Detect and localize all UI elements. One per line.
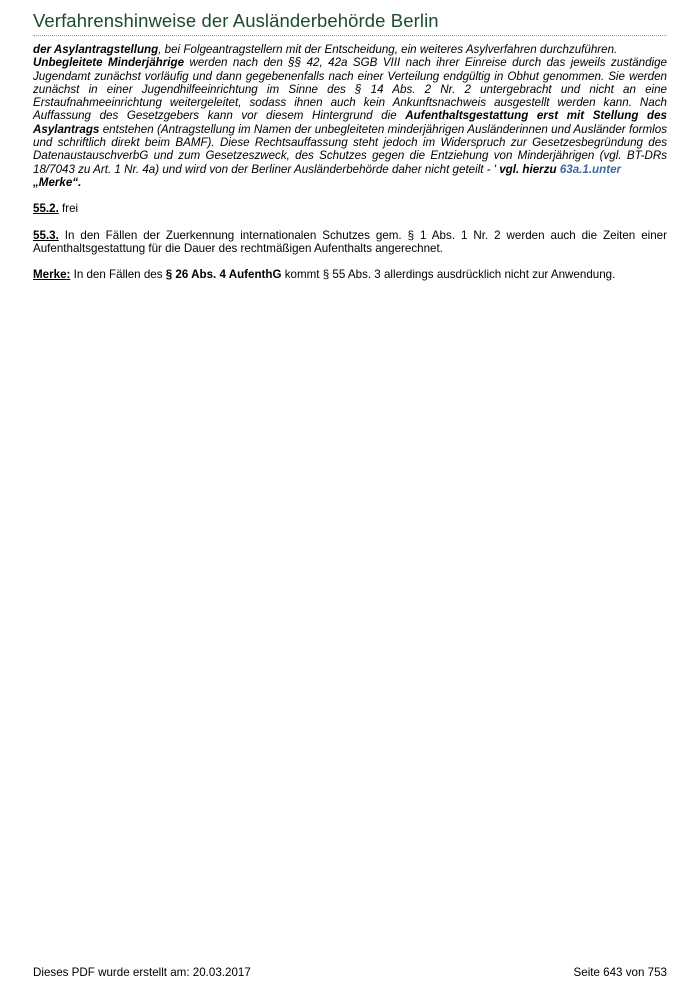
page-footer: [33, 966, 667, 979]
merke-text: kommt § 55 Abs. 3 allerdings ausdrücklich nicht zur Anwendung.: [281, 268, 616, 282]
paragraph-text: , bei Folgeantragstellern mit der Entscheidung, ein weiteres Asylverfahren durchzuführen.: [158, 43, 618, 56]
spacer: [33, 255, 667, 268]
reference-prefix: vgl. hierzu: [499, 162, 557, 176]
page-title: Verfahrenshinweise der Ausländerbehörde Berlin: [33, 10, 439, 31]
paragraph-minderjaehrige: [33, 56, 667, 189]
reference-merke: „Merke“.: [33, 175, 82, 189]
creation-date: Dieses PDF wurde erstellt am: 20.03.2017: [33, 966, 251, 979]
section-text: frei: [58, 202, 79, 216]
spacer: [33, 216, 667, 229]
term-aufenthaltsgestattung: Aufenthaltsgestattung erst mit Stellung des Asylantrags: [33, 109, 667, 136]
cross-reference-link[interactable]: 63a.1.unter: [559, 162, 622, 176]
page-header: [33, 10, 667, 36]
page-number: Seite 643 von 753: [573, 966, 667, 979]
section-number: 55.3.: [33, 228, 59, 242]
paragraph-text: werden nach den §§ 42, 42a SGB VIII nach ihrer Einreise durch das jeweils zuständige Jugendamt zunächst vorläufig und dann gegebenenfalls nach einer Verteilung endgültig in Obhut genommen. Sie werden zunächst in einer Jugendhilfeeinrichtung im Sinne des § 14 Abs. 2 Nr. 2 untergebracht und nicht an eine Erstaufnahmeeinrichtung weitergeleitet, sodass ihnen auch kein Ankunftsnachweis ausgestellt werden kann. Nach Auffassung des Gesetzgebers kann vor diesem Hintergrund die: [33, 56, 667, 123]
merke-note: [33, 268, 667, 281]
document-body: [33, 43, 667, 281]
section-55-2: [33, 202, 667, 215]
section-number: 55.2.: [33, 202, 59, 216]
merke-label: Merke:: [33, 268, 71, 282]
term-asylantragstellung: der Asylantragstellung: [33, 43, 159, 56]
paragraph-text: entstehen (Antragstellung im Namen der unbegleiteten minderjährigen Ausländerinnen und Ausländer formlos und schriftlich direkt beim BAMF). Diese Rechtsauffassung steht jedoch im Widerspruch zur Gesetzesbegründung des DatenaustauschverbG und zum Gesetzeszweck, des Schutzes gegen die Entziehung von Minderjährigen (vgl. BT-DRs 18/7043 zu Art. 1 Nr. 4a) und wird von der Berliner Ausländerbehörde daher nicht geteilt - ': [33, 122, 667, 176]
term-unbegleitete-minderjaehrige: Unbegleitete Minderjährige: [33, 56, 185, 70]
paragraph-asylantrag: [33, 43, 667, 56]
merke-text: In den Fällen des: [70, 268, 166, 282]
merke-law-reference: § 26 Abs. 4 AufenthG: [165, 268, 282, 282]
section-text: In den Fällen der Zuerkennung internationalen Schutzes gem. § 1 Abs. 1 Nr. 2 werden auch die Zeiten einer Aufenthaltsgestattung für die Dauer des rechtmäßigen Aufenthalts angerechnet.: [33, 228, 667, 255]
section-55-3: [33, 229, 667, 256]
spacer: [33, 189, 667, 202]
